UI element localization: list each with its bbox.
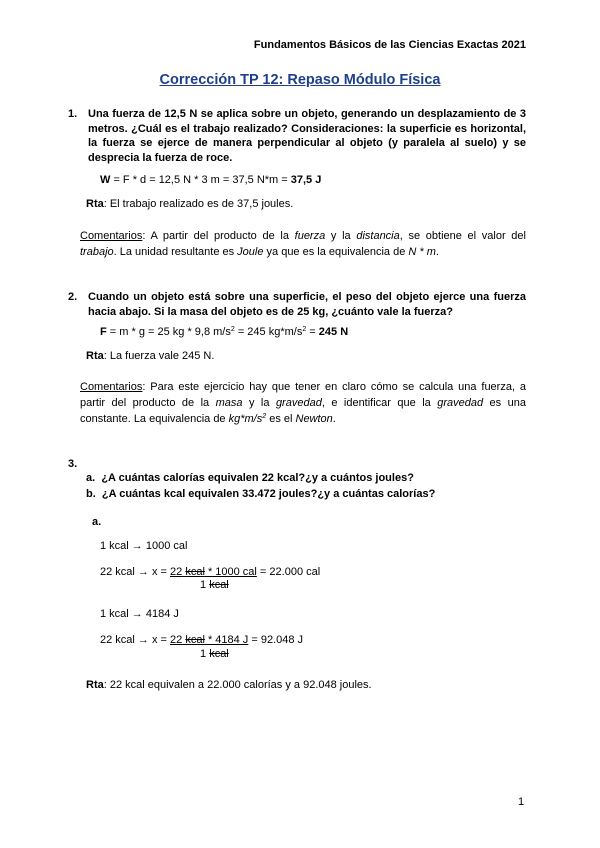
question-3-number: 3.	[68, 458, 78, 470]
conversion-kcal-to-cal: 22 kcal → x = 22 kcal * 1000 cal = 22.000 cal	[100, 566, 321, 578]
question-3-sub-a: a.	[92, 516, 102, 528]
equivalence-kcal-cal: 1 kcal → 1000 cal	[100, 540, 188, 552]
question-2-answer: Rta: La fuerza vale 245 N.	[86, 350, 215, 362]
question-1-answer: Rta: El trabajo realizado es de 37,5 joules.	[86, 198, 294, 210]
question-2-formula: F = m * g = 25 kg * 9,8 $m/s^2 = 245$ $kg*m/s^2 = 245$ N	[100, 326, 349, 338]
question-3a: a. ¿A cuántas calorías equivalen 22 kcal?¿y a cuántos joules?	[86, 472, 414, 484]
conversion-kcal-to-joule-denominator: 1 kcal	[200, 648, 229, 660]
page-number: 1	[518, 796, 525, 808]
question-2-comment: Comentarios: Para este ejercicio hay que tener en claro cómo se calcula una fuerza, a partir del producto de la masa y la gravedad, e identificar que la gravedad es una constante. La equivalencia de $kg*m/s^2$ es el Newton.	[80, 381, 526, 425]
question-1-result: 37,5 J	[290, 174, 322, 186]
question-3-answer: Rta: 22 kcal equivalen a 22.000 calorías y a 92.048 joules.	[86, 679, 372, 691]
question-2	[70, 290, 526, 319]
question-2-number: 2.	[68, 291, 78, 303]
question-1-formula: W = F * d = 12,5 N * 3 m = 37,5 N*m = 37,5 J	[100, 174, 322, 186]
conversion-kcal-to-cal-denominator: 1 kcal	[200, 579, 229, 591]
page-title: Corrección TP 12: Repaso Módulo Física	[159, 72, 441, 88]
document-header: Fundamentos Básicos de las Ciencias Exactas 2021	[253, 39, 526, 51]
question-1-comment: Comentarios: A partir del producto de la fuerza y la distancia, se obtiene el valor del trabajo. La unidad resultante es Joule ya que es la equivalencia de N * m.	[80, 230, 526, 258]
question-2-result: 245 N	[318, 326, 349, 338]
question-3b: b. ¿A cuántas kcal equivalen 33.472 joules?¿y a cuántas calorías?	[86, 488, 436, 500]
question-1	[70, 107, 526, 165]
equivalence-kcal-joule: 1 kcal → 4184 J	[100, 608, 179, 620]
question-2-text: Cuando un objeto está sobre una superficie, el peso del objeto ejerce una fuerza hacia abajo. Si la masa del objeto es de 25 kg, ¿cuánto vale la fuerza?	[88, 291, 526, 318]
question-1-text: Una fuerza de 12,5 N se aplica sobre un objeto, generando un desplazamiento de 3 metros. ¿Cuál es el trabajo realizado? Consideraciones: la superficie es horizontal, la fuerza se ejerce de manera perpendicular al objeto (y paralela al suelo) y se desprecia la fuerza de roce.	[88, 108, 526, 164]
conversion-kcal-to-joule: 22 kcal → x = 22 kcal * 4184 J = 92.048 J	[100, 634, 304, 646]
question-1-number: 1.	[68, 108, 78, 120]
